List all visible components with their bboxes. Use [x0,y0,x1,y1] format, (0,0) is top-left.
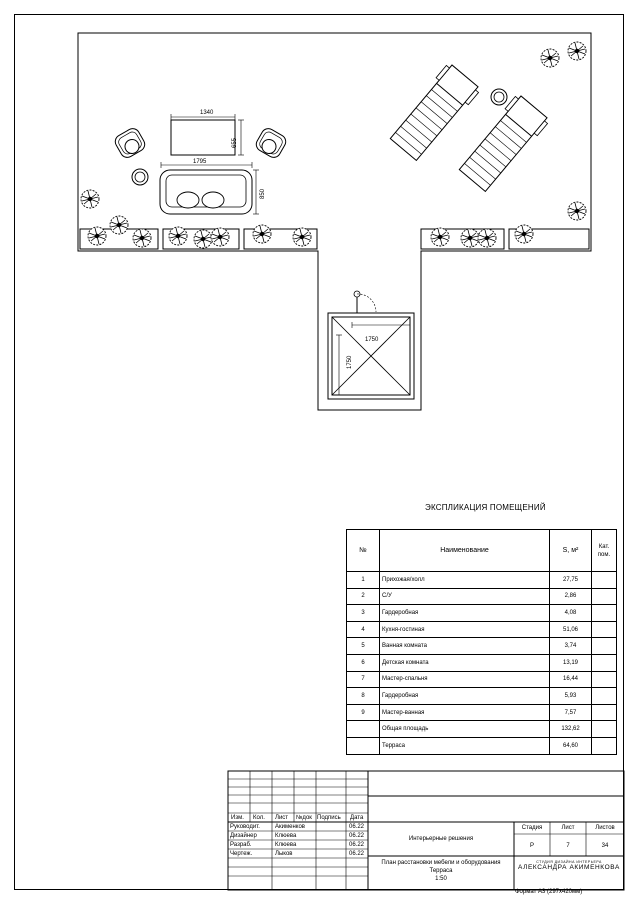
sun-lounger-1 [387,62,481,163]
tb-sheets-value: 34 [601,843,609,849]
tb-sheet-value: 7 [566,843,570,849]
tb-sheet-label: Лист [561,825,575,831]
tb-project: Интерьерные решения [408,836,474,842]
tb-person: Клюева [275,842,297,848]
table-row: 2 С/У 2,86 [347,588,617,605]
dim-sofa-length: 1795 [193,159,207,165]
lift-shaft [328,291,414,399]
table-row: 8 Гардеробная 5,93 [347,688,617,705]
tb-header-docno: №док [296,815,312,821]
dim-table-length: 1340 [200,110,214,116]
dim-lift-depth: 1750 [347,355,353,369]
lounger-side-table [491,89,507,105]
header-name: Наименование [380,530,550,572]
explication-table [346,529,617,755]
tb-person: Лыков [275,851,293,857]
tb-date: 06.22 [349,842,365,848]
tb-scale: 1:50 [435,876,447,882]
table-row: 7 Мастер-спальня 16,44 [347,671,617,688]
header-number: № [347,530,380,572]
studio-logo [515,860,623,871]
armchair-left [113,126,148,160]
tb-header-date: Дата [350,815,364,821]
studio-line: СТУДИЯ ДИЗАЙНА ИНТЕРЬЕРА [536,860,602,864]
table-row: 1 Прихожая/холл 27,75 [347,572,617,589]
table-row: Общая площадь 132,62 [347,721,617,738]
tb-role: Дизайнер [230,833,257,839]
tb-header-signature: Подпись [317,815,341,821]
tb-role: Руководит. [230,824,260,830]
tb-drawing-subtitle: Терраса [429,868,453,874]
header-category: Кат. пом. [592,530,617,572]
table-row: 9 Мастер-ванная 7,57 [347,704,617,721]
studio-name: АЛЕКСАНДРА АКИМЕНКОВА [518,864,620,871]
tb-header-qty: Кол. [253,815,265,821]
tb-sheets-label: Листов [595,825,615,831]
armchair-right [254,126,289,160]
tb-header-change: Изм. [231,815,244,821]
table-row: 5 Ванная комната 3,74 [347,638,617,655]
paper-format: Формат А3 (297х420мм) [515,889,583,895]
table-row: 3 Гардеробная 4,08 [347,605,617,622]
tb-person: Клюева [275,833,297,839]
tb-role: Чертеж. [230,851,253,857]
tb-date: 06.22 [349,833,365,839]
dim-table-depth: 655 [232,137,238,148]
tb-stage-label: Стадия [521,825,543,831]
table-row: Терраса 64,60 [347,737,617,754]
table-row: 4 Кухня-гостиная 51,06 [347,621,617,638]
tb-role: Разраб. [230,842,252,848]
table-row: 6 Детская комната 13,19 [347,654,617,671]
tb-date: 06.22 [349,824,365,830]
tb-header-sheet: Лист [275,815,289,821]
side-table [132,169,148,185]
planter-boxes [80,229,589,249]
dim-lift-width: 1750 [365,337,379,343]
tb-date: 06.22 [349,851,365,857]
sofa [160,162,259,214]
sun-lounger-2 [456,93,550,194]
tb-stage-value: Р [529,843,534,849]
header-area: S, м² [550,530,592,572]
explication-title: ЭКСПЛИКАЦИЯ ПОМЕЩЕНИЙ [425,503,546,512]
tb-drawing-title: План расстановки мебели и оборудования [381,860,501,866]
tb-person: Акименков [275,824,305,830]
dim-sofa-depth: 850 [260,188,266,199]
